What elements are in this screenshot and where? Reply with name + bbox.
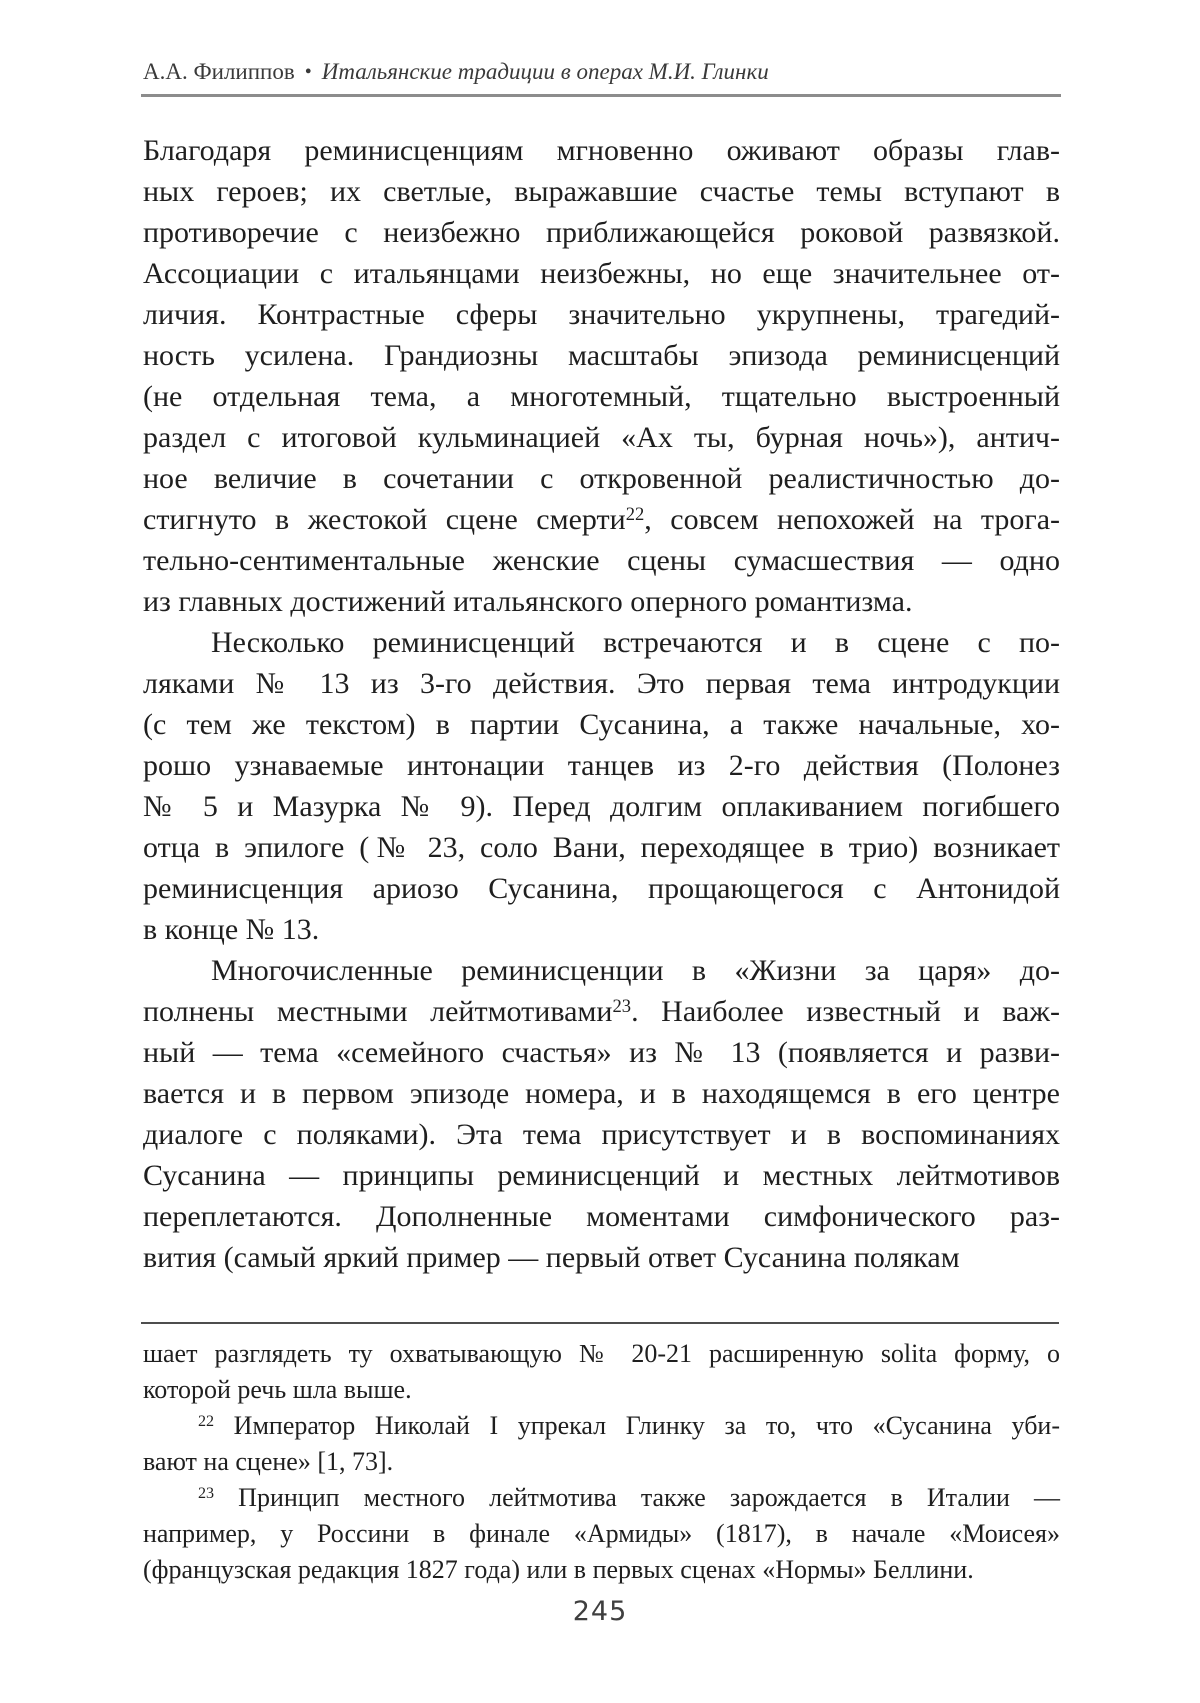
text-line: ляками № 13 из 3-го действия. Это первая тема интродукции (143, 667, 1060, 700)
page-number: 245 (572, 1596, 628, 1627)
text-line: вается и в первом эпизоде номера, и в находящемся в его центре (143, 1077, 1060, 1110)
text-line: полнены местными лейтмотивами$^{23}$. Наиболее известный и важ- (143, 995, 1061, 1028)
text-line: рошо узнаваемые интонации танцев из 2-го действия (Полонез (143, 749, 1060, 782)
text-line: противоречие с неизбежно приближающейся роковой развязкой. (143, 216, 1060, 249)
body-text (143, 130, 1060, 1278)
text-line: реминисценция ариозо Сусанина, прощающегося с Антонидой (143, 872, 1060, 905)
footnotes (143, 1336, 1060, 1588)
text-line: (французская редакция 1827 года) или в первых сценах «Нормы» Беллини. (143, 1555, 974, 1584)
text-line: Благодаря реминисценциям мгновенно оживают образы глав- (143, 134, 1060, 167)
text-line: ное величие в сочетании с откровенной реалистичностью до- (143, 462, 1060, 495)
text-line: диалоге с поляками). Эта тема присутствует и в воспоминаниях (143, 1118, 1060, 1151)
text-line: (с тем же текстом) в партии Сусанина, а также начальные, хо- (143, 708, 1060, 741)
header-rule (141, 94, 1061, 97)
text-line: Несколько реминисценций встречаются и в сцене с по- (211, 626, 1060, 659)
text-line: Многочисленные реминисценции в «Жизни за царя» до- (211, 954, 1060, 987)
paragraph (143, 1408, 1060, 1480)
paragraph (143, 130, 1060, 622)
text-line: отца в эпилоге (№ 23, соло Вани, переходящее в трио) возникает (143, 831, 1060, 864)
text-line: вития (самый яркий пример — первый ответ Сусанина полякам (143, 1241, 960, 1274)
text-line: например, у Россини в финале «Армиды» (1817), в начале «Моисея» (143, 1519, 1060, 1548)
text-line: Ассоциации с итальянцами неизбежны, но еще значительнее от- (143, 257, 1060, 290)
paragraph (143, 1336, 1060, 1408)
running-header (143, 58, 1060, 87)
text-line: которой речь шла выше. (143, 1375, 412, 1404)
text-line: ных героев; их светлые, выражавшие счастье темы вступают в (143, 175, 1060, 208)
text-line: из главных достижений итальянского оперного романтизма. (143, 585, 913, 618)
text-line: личия. Контрастные сферы значительно укрупнены, трагедий- (143, 298, 1060, 331)
text-line: № 5 и Мазурка № 9). Перед долгим оплакиванием погибшего (143, 790, 1060, 823)
text-line: стигнуто в жестокой сцене смерти$^{22}$, совсем непохожей на трога- (143, 503, 1060, 536)
paragraph (143, 1480, 1060, 1588)
text-line: раздел с итоговой кульминацией «Ах ты, бурная ночь»), антич- (143, 421, 1060, 454)
paragraph (143, 950, 1060, 1278)
header-title: Итальянские традиции в операх М.И. Глинки (321, 59, 769, 84)
text-line: шает разглядеть ту охватывающую № 20-21 расширенную solita форму, о (143, 1339, 1060, 1368)
text-line: тельно-сентиментальные женские сцены сумасшествия — одно (143, 544, 1060, 577)
footnote-separator-rule (141, 1322, 1059, 1324)
text-line: $^{22}$ Император Николай I упрекал Глинку за то, что «Сусанина уби- (198, 1411, 1060, 1440)
text-line: ный — тема «семейного счастья» из № 13 (появляется и разви- (143, 1036, 1060, 1069)
text-line: в конце № 13. (143, 913, 320, 946)
text-line: Сусанина — принципы реминисценций и местных лейтмотивов (143, 1159, 1060, 1192)
text-line: вают на сцене» [1, 73]. (143, 1447, 394, 1476)
text-line: ность усилена. Грандиозны масштабы эпизода реминисценций (143, 339, 1060, 372)
paragraph (143, 622, 1060, 950)
header-author: А.А. Филиппов (143, 59, 295, 84)
text-line: переплетаются. Дополненные моментами симфонического раз- (143, 1200, 1060, 1233)
header-separator-dot: • (304, 61, 312, 83)
text-line: (не отдельная тема, а многотемный, тщательно выстроенный (143, 380, 1060, 413)
text-line: $^{23}$ Принцип местного лейтмотива также зарождается в Италии — (198, 1483, 1060, 1512)
